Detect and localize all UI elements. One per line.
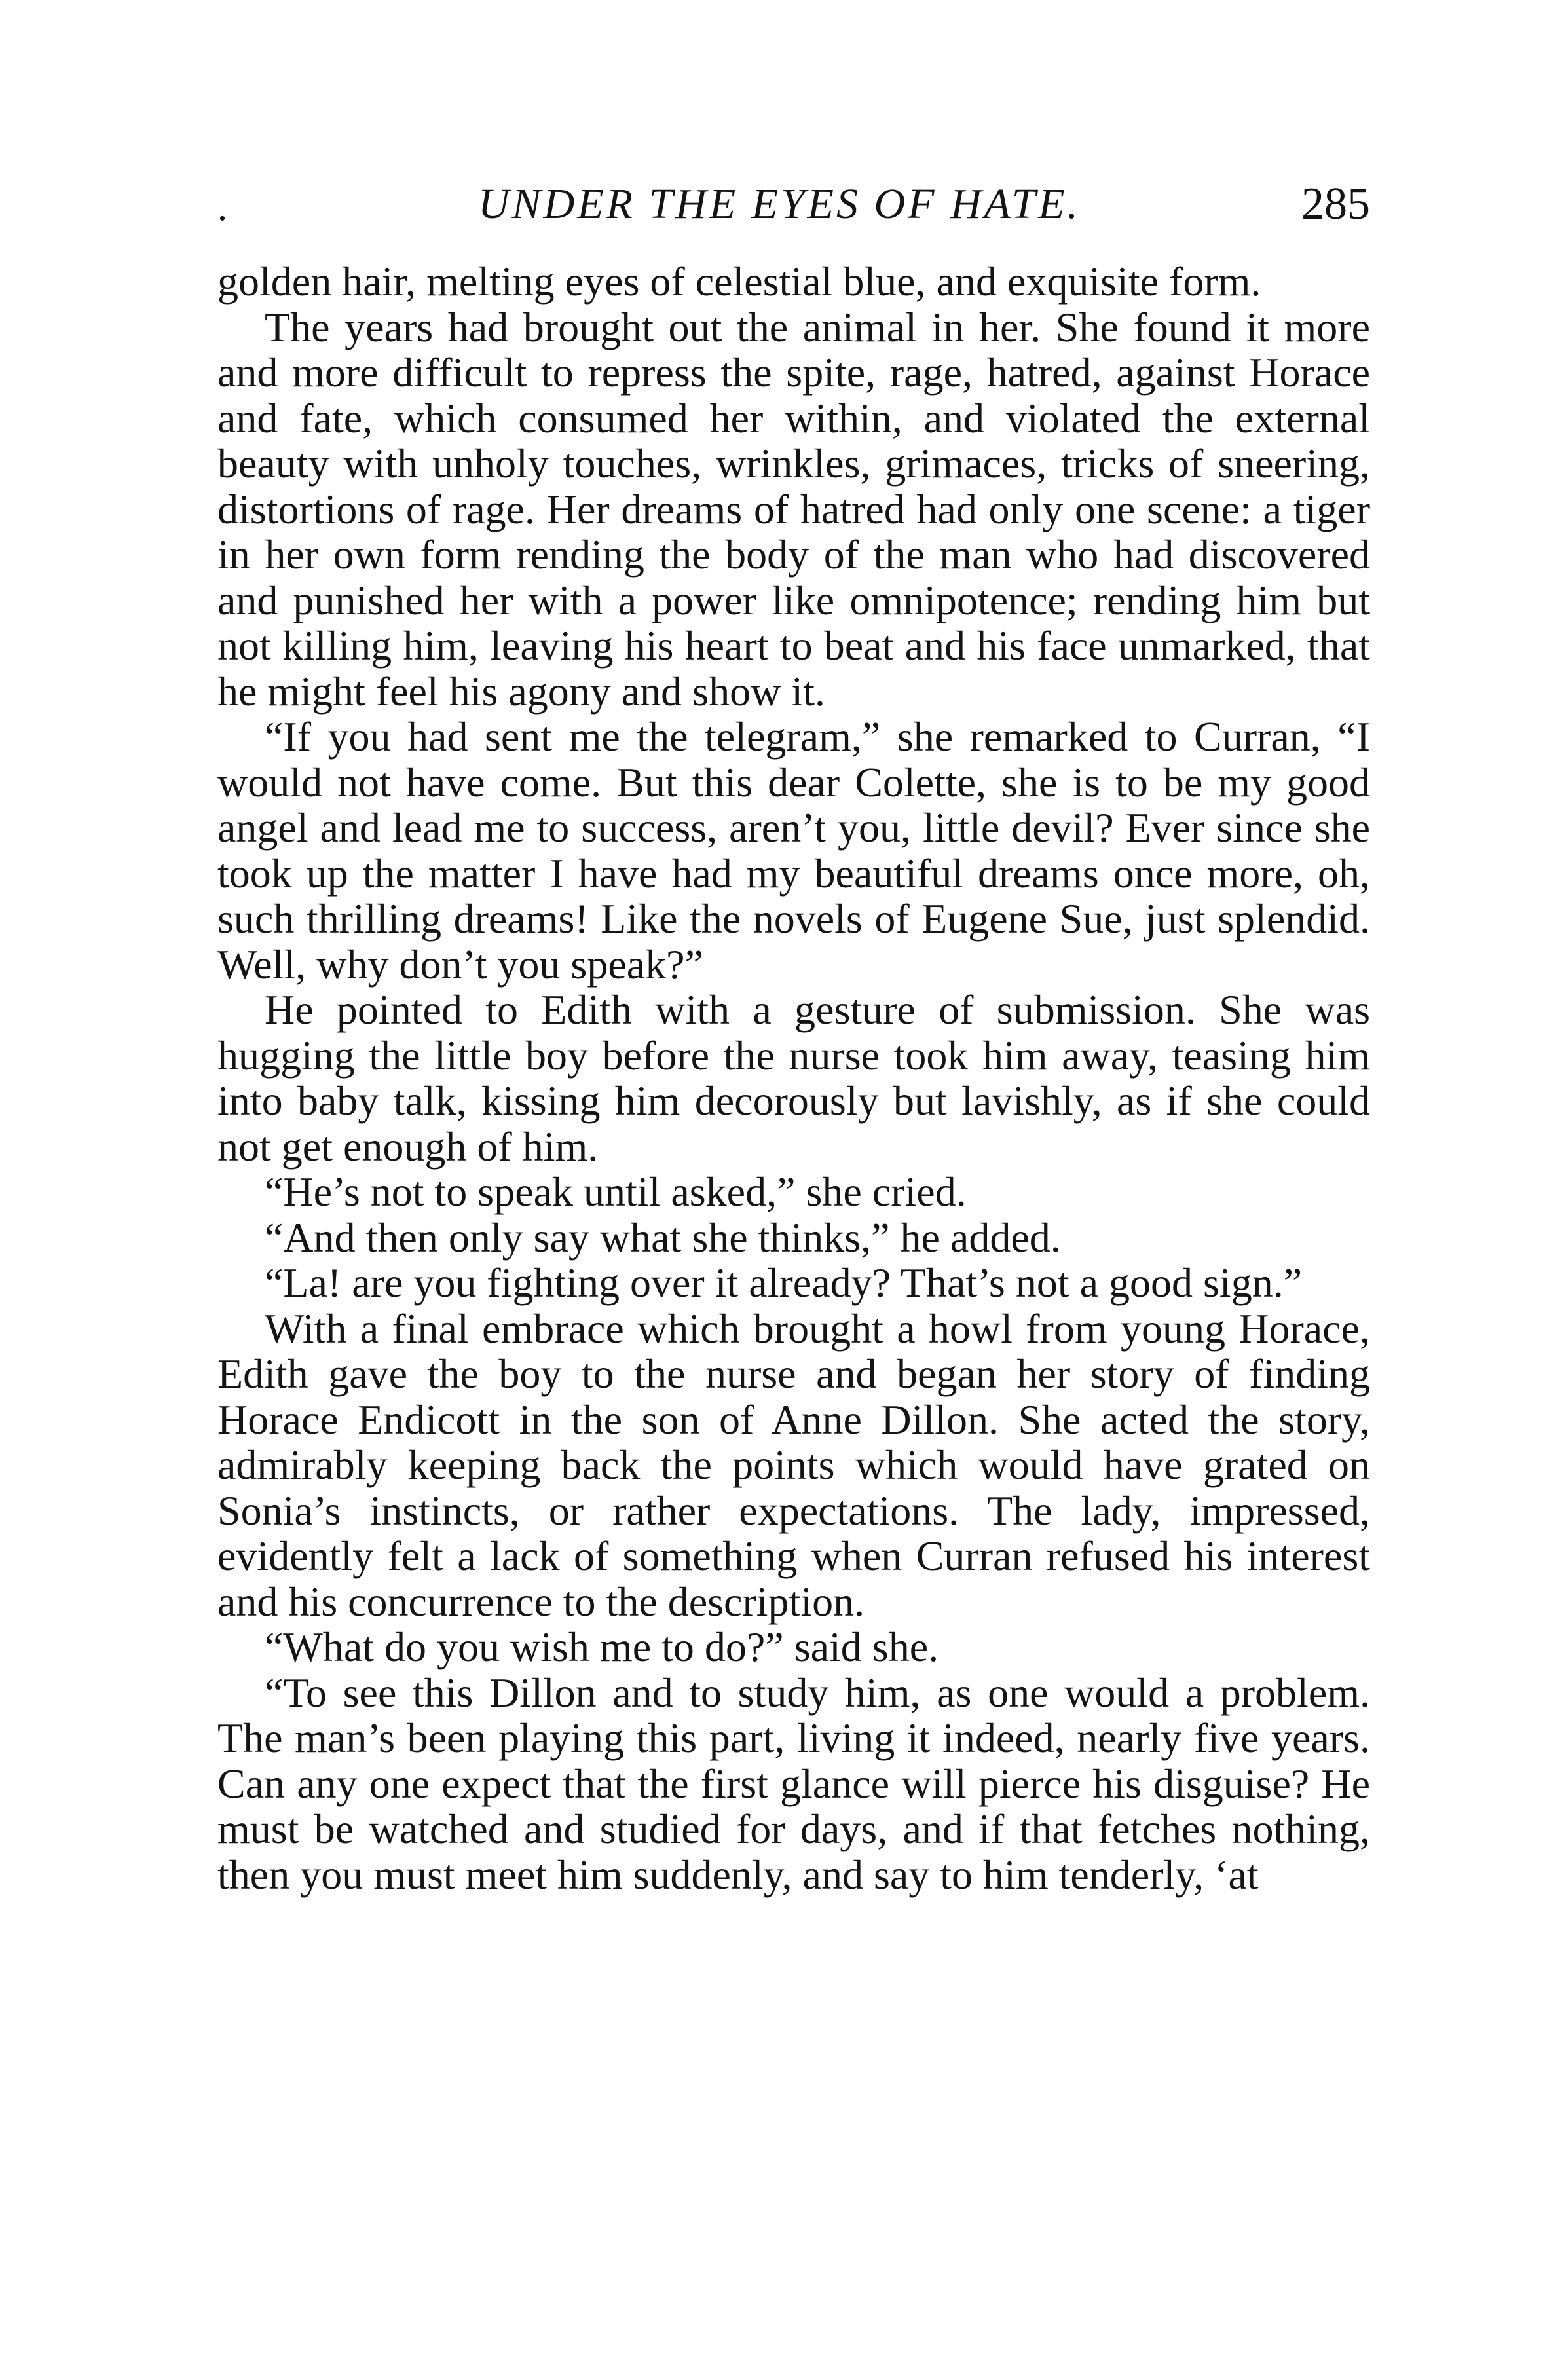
paragraph: “And then only say what she thinks,” he added.: [265, 1214, 1061, 1261]
paragraph: “If you had sent me the telegram,” she remarked to Curran, “I would not have come. But this dear Colette, she is to be my good angel and lead me to success, aren’t you, little devil? Ever since she took up the matter I have had my beautiful dreams once more, oh, such thrilling dreams! Like the novels of Eugene Sue, just splendid. Well, why don’t you speak?”: [217, 713, 1370, 988]
header-dot: .: [217, 185, 227, 229]
page-number: 285: [1301, 179, 1370, 229]
paragraph: “La! are you fighting over it already? That’s not a good sign.”: [265, 1259, 1303, 1306]
paragraph: “To see this Dillon and to study him, as one would a problem. The man’s been playing this part, living it indeed, nearly five years. Can any one expect that the first glance will pierce his disguise? He must be watched and studied for days, and if that fetches nothing, then you must meet him suddenly, and say to him tenderly, ‘at: [217, 1669, 1370, 1898]
paragraph: golden hair, melting eyes of celestial blue, and exquisite form.: [217, 258, 1261, 305]
paragraph: He pointed to Edith with a gesture of submission. She was hugging the little boy before the nurse took him away, teasing him into baby talk, kissing him decorously but lavishly, as if she could not get enough of him.: [217, 986, 1370, 1170]
paragraph: The years had brought out the animal in her. She found it more and more difficult to repress the spite, rage, hatred, against Horace and fate, which consumed her within, and violated the external beauty with unholy touches, wrinkles, grimaces, tricks of sneering, distortions of rage. Her dreams of hatred had only one scene: a tiger in her own form rending the body of the man who had discovered and punished her with a power like omnipotence; rending him but not killing him, leaving his heart to beat and his face unmarked, that he might feel his agony and show it.: [217, 303, 1370, 715]
paragraph: With a final embrace which brought a howl from young Horace, Edith gave the boy to the nurse and began her story of finding Horace Endicott in the son of Anne Dillon. She acted the story, admirably keeping back the points which would have grated on Sonia’s instincts, or rather expectations. The lady, impressed, evidently felt a lack of something when Curran refused his interest and his concurrence to the description.: [217, 1305, 1370, 1625]
running-title: UNDER THE EYES OF HATE.: [478, 180, 1081, 228]
body-text: [217, 259, 1370, 1897]
running-header: [217, 176, 1370, 234]
paragraph: “What do you wish me to do?” said she.: [265, 1624, 939, 1670]
paragraph: “He’s not to speak until asked,” she cried.: [265, 1168, 967, 1215]
